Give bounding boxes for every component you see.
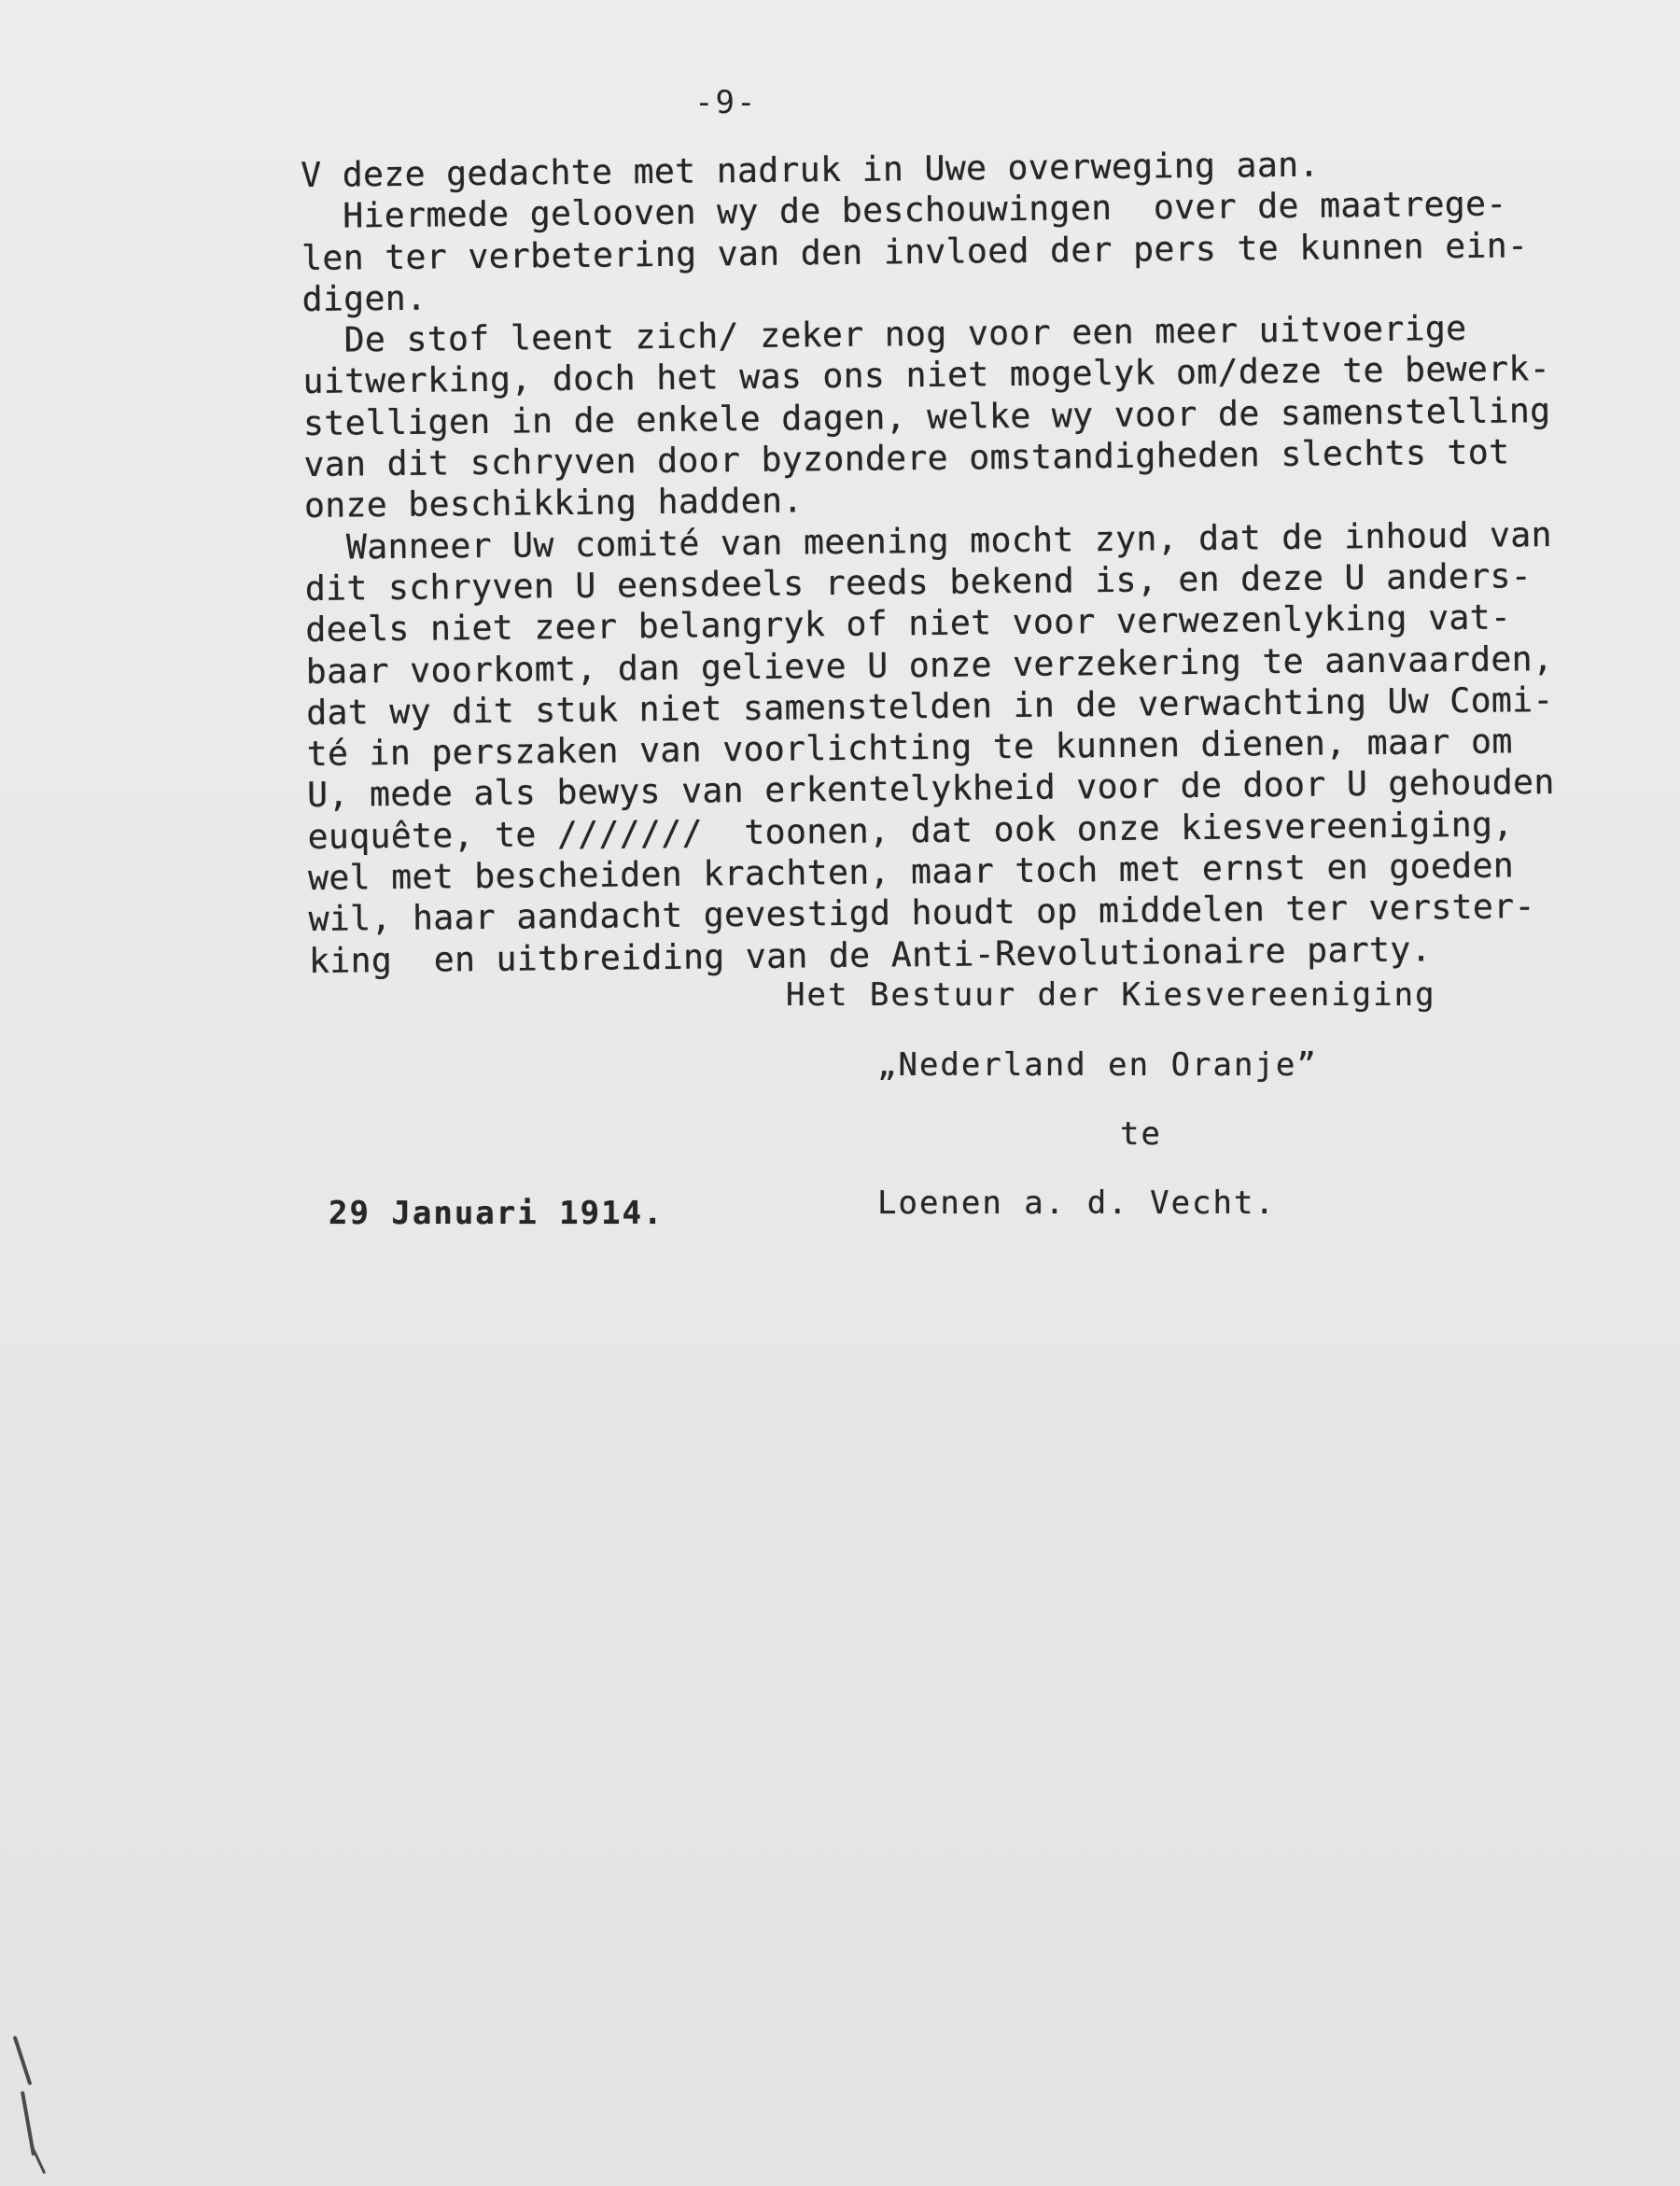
signature-location: Loenen a. d. Vecht. [877,1184,1276,1222]
page-number: -9- [694,84,758,121]
body-line: len ter verbetering van den invloed der pers te kunnen ein- [301,224,1529,278]
body-line: wil, haar aandacht gevestigd houdt op middelen ter verster- [308,886,1535,940]
body-line: Wanneer Uw comité van meening mocht zyn, dat de inhoud van [304,513,1553,568]
letter-date: 29 Januari 1914. [329,1195,665,1232]
body-line: De stof leent zich/ zeker nog voor een meer uitvoerige [301,308,1467,361]
body-line: dit schryven U eensdeels reeds bekend is, en deze U anders- [304,555,1533,609]
signature-preposition: te [1120,1115,1162,1153]
body-line: onze beschikking hadden. [303,480,804,526]
body-line: té in perszaken van voorlichting te kunnen dienen, maar om [306,721,1513,775]
body-line: van dit schryven door byzondere omstandigheden slechts tot [303,431,1510,485]
body-line: dat wy dit stuk niet samenstelden in de verwachting Uw Comi- [306,679,1554,733]
body-line: baar voorkomt, dan gelieve U onze verzekering te aanvaarden, [305,638,1554,692]
signature-organization: Het Bestuur der Kiesvereeniging [786,976,1436,1014]
letter-body [301,141,1662,982]
body-line: U, mede als bewys van erkentelykheid voor de door U gehouden [306,762,1555,816]
body-line: digen. [301,277,427,319]
body-line: euquête, te /////// toonen, dat ook onze kiesvereeniging, [307,804,1514,857]
body-line: wel met bescheiden krachten, maar toch met ernst en goeden [307,845,1515,899]
body-line: stelligen in de enkele dagen, welke wy voor de samenstelling [302,389,1551,443]
body-line: uitwerking, doch het was ons niet mogelyk om/deze te bewerk- [302,348,1551,402]
body-line: Hiermede gelooven wy de beschouwingen over de maatrege- [301,183,1507,237]
signature-association-name: „Nederland en Oranje” [877,1046,1318,1084]
body-line: V deze gedachte met nadruk in Uwe overweging aan. [301,144,1320,195]
body-line: deels niet zeer belangryk of niet voor verwezenlyking vat- [305,596,1512,651]
body-line: king en uitbreiding van de Anti-Revolutionaire party. [308,928,1433,981]
